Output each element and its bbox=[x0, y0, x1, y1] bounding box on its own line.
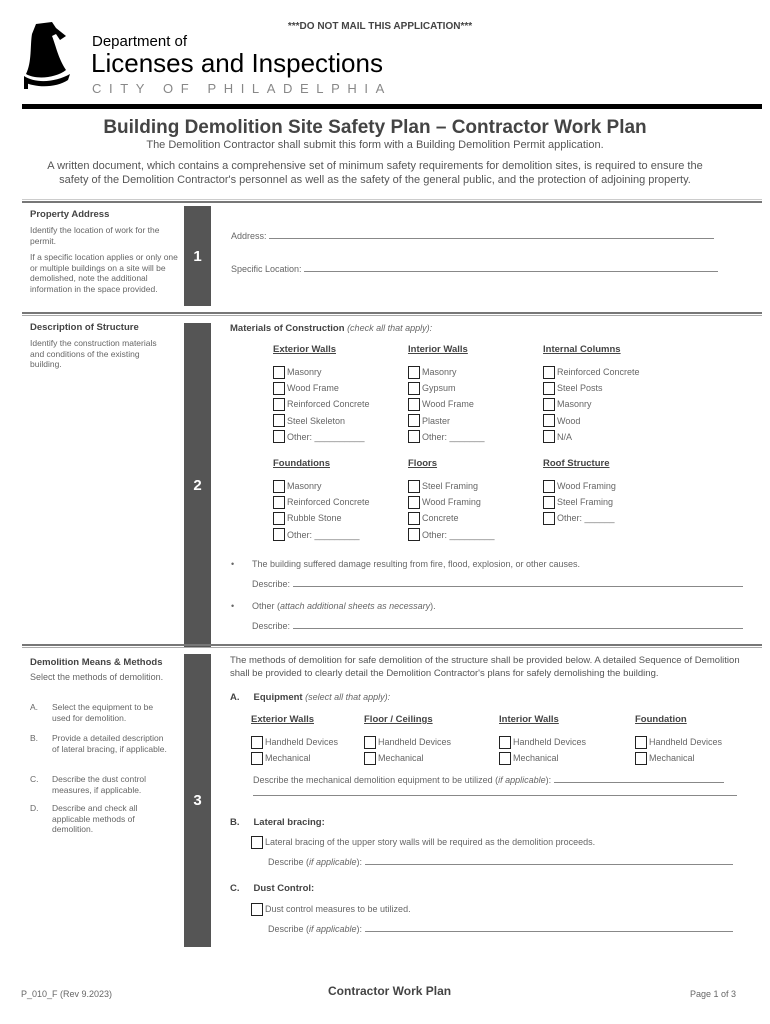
dept-line1: Department of bbox=[92, 33, 188, 50]
checkbox-option[interactable] bbox=[364, 750, 451, 766]
other-bullet: • bbox=[231, 601, 235, 611]
checkbox[interactable] bbox=[408, 512, 420, 525]
form-code: P_010_F (Rev 9.2023) bbox=[21, 989, 113, 999]
mechanical-describe-line[interactable] bbox=[253, 795, 737, 796]
checkbox-label: Reinforced Concrete bbox=[287, 399, 370, 410]
checkbox-label: Handheld Devices bbox=[265, 737, 339, 748]
checkbox-label: Wood Framing bbox=[557, 481, 616, 492]
checkbox-label: Masonry bbox=[557, 399, 592, 410]
section3-sub: Select the methods of demolition. bbox=[30, 672, 164, 682]
checkbox[interactable] bbox=[273, 366, 285, 379]
checkbox-label: Reinforced Concrete bbox=[287, 497, 370, 508]
checkbox-option[interactable] bbox=[408, 364, 485, 380]
checkbox[interactable] bbox=[408, 430, 420, 443]
checkbox-group bbox=[251, 714, 338, 766]
dust-control-title: Dust Control: bbox=[253, 883, 315, 894]
lateral-describe-field[interactable]: Describe (if applicable): bbox=[268, 856, 733, 867]
instruction-step: A. Select the equipment to be used for demolition. bbox=[30, 702, 154, 723]
checkbox-option[interactable] bbox=[543, 413, 640, 429]
group-title: Interior Walls bbox=[408, 344, 468, 355]
checkbox-label: Mechanical bbox=[649, 753, 695, 764]
equipment-title: Equipment bbox=[253, 692, 303, 703]
checkbox-label: Wood Framing bbox=[422, 497, 481, 508]
specific-location-label: Specific Location: bbox=[231, 264, 302, 274]
other-text: Other (attach additional sheets as necessary). bbox=[252, 601, 436, 611]
checkbox-option[interactable] bbox=[364, 734, 451, 750]
checkbox-label: N/A bbox=[557, 431, 573, 442]
checkbox-group bbox=[499, 714, 586, 766]
checkbox-option[interactable] bbox=[543, 510, 616, 526]
checkbox[interactable] bbox=[273, 382, 285, 395]
group-title: Interior Walls bbox=[499, 714, 559, 725]
checkbox[interactable] bbox=[273, 430, 285, 443]
damage-describe-field[interactable] bbox=[252, 578, 743, 589]
checkbox-option[interactable] bbox=[273, 478, 370, 494]
checkbox-group bbox=[543, 344, 640, 445]
subtitle: The Demolition Contractor shall submit this form with a Building Demolition Permit application. bbox=[146, 139, 604, 151]
checkbox-label: Other: __________ bbox=[287, 431, 365, 442]
checkbox[interactable] bbox=[499, 736, 511, 749]
checkbox[interactable] bbox=[543, 382, 555, 395]
checkbox[interactable] bbox=[251, 736, 263, 749]
checkbox[interactable] bbox=[408, 366, 420, 379]
section3-number: 3 bbox=[184, 654, 211, 947]
header-rule bbox=[22, 104, 762, 109]
checkbox-option[interactable] bbox=[273, 364, 370, 380]
section2-desc: Identify the construction materials and conditions of the existing building. bbox=[30, 338, 157, 369]
checkbox-label: Steel Framing bbox=[557, 497, 614, 508]
city-name: CITY OF PHILADELPHIA bbox=[92, 81, 392, 96]
describe-label: Describe: bbox=[252, 621, 291, 631]
section2-number: 2 bbox=[184, 323, 211, 648]
checkbox-label: Other: _______ bbox=[422, 431, 485, 442]
checkbox-label: Mechanical bbox=[378, 753, 424, 764]
checkbox-option[interactable] bbox=[273, 396, 370, 412]
checkbox[interactable] bbox=[273, 398, 285, 411]
checkbox-option[interactable] bbox=[499, 734, 586, 750]
checkbox-group bbox=[408, 344, 485, 445]
checkbox-label: Masonry bbox=[422, 367, 457, 378]
dust-control-label: Dust control measures to be utilized. bbox=[265, 903, 411, 914]
section1-desc1: Identify the location of work for the permit. bbox=[30, 225, 160, 246]
checkbox-option[interactable] bbox=[543, 429, 640, 445]
checkbox[interactable] bbox=[408, 496, 420, 509]
checkbox[interactable] bbox=[273, 480, 285, 493]
item-letter: B. bbox=[230, 817, 240, 828]
describe-label: Describe: bbox=[252, 579, 291, 589]
lateral-bracing-label: Lateral bracing of the upper story walls will be required as the demolition proceeds. bbox=[265, 836, 596, 847]
checkbox-option[interactable] bbox=[408, 396, 485, 412]
checkbox-label: Masonry bbox=[287, 481, 322, 492]
section3-heading: Demolition Means & Methods bbox=[30, 657, 163, 668]
checkbox-option[interactable] bbox=[543, 380, 640, 396]
checkbox-option[interactable] bbox=[543, 396, 640, 412]
materials-title: Materials of Construction bbox=[230, 323, 345, 334]
materials-label bbox=[230, 323, 432, 334]
checkbox-label: Mechanical bbox=[265, 753, 311, 764]
checkbox-option[interactable] bbox=[635, 750, 722, 766]
checkbox-option[interactable] bbox=[635, 734, 722, 750]
do-not-mail-notice: ***DO NOT MAIL THIS APPLICATION*** bbox=[287, 21, 473, 32]
dust-control-checkbox[interactable] bbox=[251, 903, 411, 916]
checkbox[interactable] bbox=[273, 512, 285, 525]
lateral-bracing-checkbox[interactable] bbox=[251, 836, 595, 849]
checkbox-label: Gypsum bbox=[422, 383, 456, 394]
checkbox[interactable] bbox=[364, 736, 376, 749]
instruction-step: B. Provide a detailed description of lateral bracing, if applicable. bbox=[30, 733, 167, 754]
instruction-step: C. Describe the dust control measures, if applicable. bbox=[30, 774, 147, 795]
checkbox-option[interactable] bbox=[408, 527, 495, 543]
checkbox-option[interactable] bbox=[273, 494, 370, 510]
checkbox-option[interactable] bbox=[408, 478, 495, 494]
checkbox-option[interactable] bbox=[408, 413, 485, 429]
damage-bullet: • bbox=[231, 559, 235, 569]
instruction-step: D. Describe and check all applicable methods of demolition. bbox=[30, 803, 138, 834]
checkbox-label: Mechanical bbox=[513, 753, 559, 764]
page-title: Building Demolition Site Safety Plan – Contractor Work Plan bbox=[103, 117, 647, 138]
footer-title: Contractor Work Plan bbox=[328, 984, 452, 998]
section-divider bbox=[22, 312, 762, 316]
group-title: Floor / Ceilings bbox=[364, 714, 433, 725]
group-title: Foundation bbox=[635, 714, 687, 725]
intro-text: A written document, which contains a comprehensive set of minimum safety requirements for demolition sites, is required to ensure the safety of the Demolition Contractor's personnel as well as the safety of the general public, and the protection of adjoining property. bbox=[47, 160, 703, 186]
specific-location-field[interactable] bbox=[231, 263, 718, 274]
checkbox-label: Rubble Stone bbox=[287, 513, 342, 524]
checkbox-label: Wood bbox=[557, 415, 581, 426]
checkbox-option[interactable] bbox=[251, 734, 338, 750]
page-number: Page 1 of 3 bbox=[690, 989, 737, 999]
dept-line2: Licenses and Inspections bbox=[91, 48, 383, 78]
checkbox-label: Steel Skeleton bbox=[287, 415, 346, 426]
section1-heading: Property Address bbox=[30, 209, 110, 220]
checkbox[interactable] bbox=[273, 496, 285, 509]
section-divider bbox=[22, 644, 762, 648]
checkbox-label: Reinforced Concrete bbox=[557, 367, 640, 378]
checkbox-group bbox=[273, 344, 370, 445]
checkbox-group bbox=[635, 714, 722, 766]
liberty-bell-logo-icon bbox=[22, 22, 72, 90]
checkbox[interactable] bbox=[543, 414, 555, 427]
checkbox-option[interactable] bbox=[273, 510, 370, 526]
equipment-note: (select all that apply): bbox=[305, 692, 391, 702]
checkbox-label: Other: _________ bbox=[287, 529, 360, 540]
checkbox-label: Masonry bbox=[287, 367, 322, 378]
checkbox-group bbox=[364, 714, 451, 766]
checkbox[interactable] bbox=[543, 512, 555, 525]
group-title: Internal Columns bbox=[543, 344, 621, 355]
checkbox[interactable] bbox=[543, 496, 555, 509]
other-describe-field[interactable] bbox=[252, 620, 743, 631]
address-label: Address: bbox=[231, 231, 267, 241]
dust-describe-field[interactable]: Describe (if applicable): bbox=[268, 923, 733, 934]
checkbox[interactable] bbox=[273, 414, 285, 427]
checkbox[interactable] bbox=[251, 752, 263, 765]
checkbox[interactable] bbox=[543, 480, 555, 493]
checkbox-option[interactable] bbox=[543, 364, 640, 380]
item-letter: A. bbox=[230, 692, 240, 703]
checkbox-label: Steel Framing bbox=[422, 481, 479, 492]
checkbox-option[interactable] bbox=[251, 750, 338, 766]
checkbox[interactable] bbox=[635, 736, 647, 749]
group-title: Roof Structure bbox=[543, 458, 610, 469]
mechanical-describe-field[interactable]: Describe the mechanical demolition equipment to be utilized (if applicable): bbox=[253, 774, 724, 785]
checkbox-label: Other: ______ bbox=[557, 513, 615, 524]
item-letter: C. bbox=[230, 883, 240, 894]
checkbox-label: Other: _________ bbox=[422, 529, 495, 540]
checkbox[interactable] bbox=[408, 480, 420, 493]
checkbox[interactable] bbox=[408, 528, 420, 541]
checkbox-option[interactable] bbox=[408, 510, 495, 526]
checkbox[interactable] bbox=[635, 752, 647, 765]
checkbox-option[interactable] bbox=[273, 413, 370, 429]
checkbox-label: Handheld Devices bbox=[378, 737, 452, 748]
checkbox-group bbox=[408, 458, 495, 543]
checkbox[interactable] bbox=[543, 366, 555, 379]
checkbox[interactable] bbox=[364, 752, 376, 765]
checkbox-label: Wood Frame bbox=[422, 399, 474, 410]
checkbox[interactable] bbox=[408, 398, 420, 411]
group-title: Foundations bbox=[273, 458, 330, 469]
checkbox-option[interactable] bbox=[273, 527, 370, 543]
checkbox-label: Concrete bbox=[422, 513, 459, 524]
checkbox-label: Steel Posts bbox=[557, 383, 603, 394]
checkbox-group bbox=[543, 458, 616, 527]
lateral-bracing-title: Lateral bracing: bbox=[253, 817, 325, 828]
checkbox[interactable] bbox=[273, 528, 285, 541]
checkbox-option[interactable] bbox=[499, 750, 586, 766]
materials-note: (check all that apply): bbox=[347, 323, 433, 333]
checkbox-label: Plaster bbox=[422, 415, 451, 426]
checkbox-option[interactable] bbox=[408, 494, 495, 510]
checkbox-label: Wood Frame bbox=[287, 383, 339, 394]
checkbox[interactable] bbox=[408, 414, 420, 427]
divider bbox=[22, 199, 762, 200]
section1-desc2: If a specific location applies or only one or multiple buildings on a site will be demolished, note the additional information in the space provided. bbox=[30, 252, 178, 294]
checkbox-label: Handheld Devices bbox=[649, 737, 723, 748]
checkbox-option[interactable] bbox=[273, 429, 370, 445]
checkbox-option[interactable] bbox=[543, 494, 616, 510]
checkbox[interactable] bbox=[543, 398, 555, 411]
checkbox[interactable] bbox=[543, 430, 555, 443]
checkbox-option[interactable] bbox=[408, 429, 485, 445]
address-field[interactable] bbox=[231, 230, 714, 241]
checkbox-group bbox=[273, 458, 370, 543]
group-title: Floors bbox=[408, 458, 438, 469]
divider bbox=[22, 201, 762, 203]
checkbox[interactable] bbox=[499, 752, 511, 765]
checkbox-option[interactable] bbox=[273, 380, 370, 396]
section1-number: 1 bbox=[184, 206, 211, 306]
group-title: Exterior Walls bbox=[251, 714, 315, 725]
checkbox-option[interactable] bbox=[408, 380, 485, 396]
damage-text: The building suffered damage resulting from fire, flood, explosion, or other causes. bbox=[252, 559, 581, 569]
section3-intro: The methods of demolition for safe demolition of the structure shall be provided below. A detailed Sequence of Demolition shall be provided to clearly detail the Demolition Contractor's plans for safely demolishing the building. bbox=[230, 655, 740, 679]
section2-heading: Description of Structure bbox=[30, 322, 139, 333]
checkbox[interactable] bbox=[408, 382, 420, 395]
checkbox-option[interactable] bbox=[543, 478, 616, 494]
group-title: Exterior Walls bbox=[273, 344, 337, 355]
checkbox-label: Handheld Devices bbox=[513, 737, 587, 748]
